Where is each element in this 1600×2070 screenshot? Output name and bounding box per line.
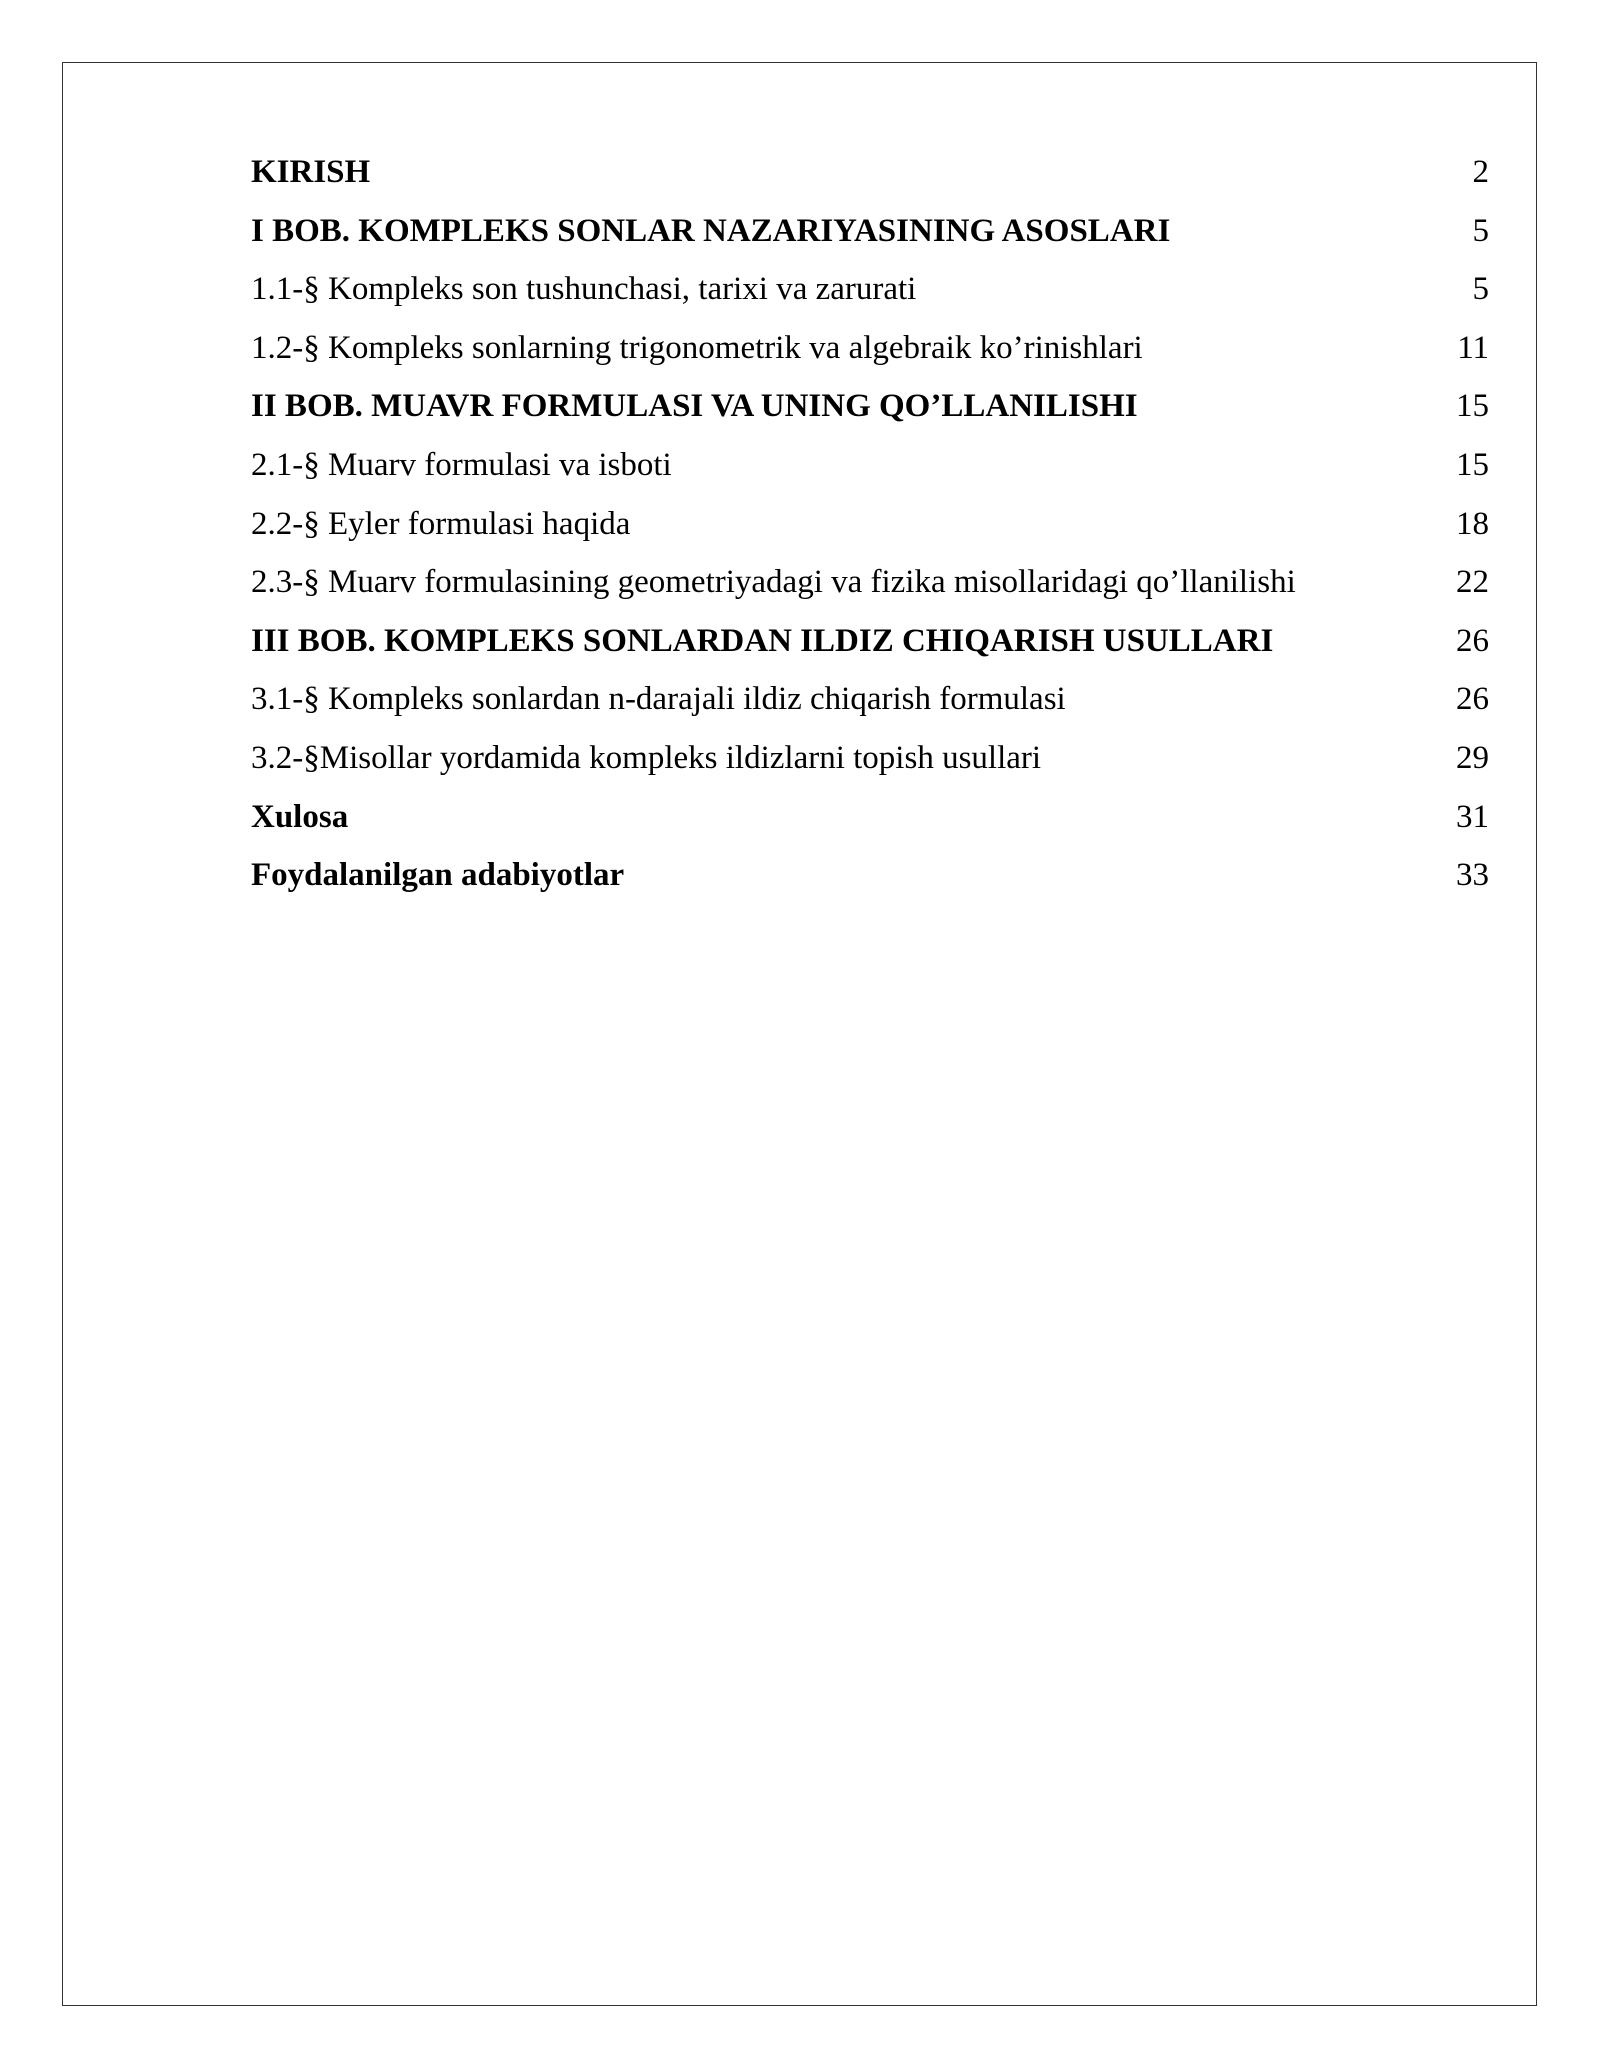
toc-entry-title: 3.2-§Misollar yordamida kompleks ildizlarni topish usullari <box>251 739 1042 776</box>
toc-entry[interactable] <box>251 377 1489 436</box>
toc-entry-page: 33 <box>1456 857 1489 894</box>
toc-entry-title: 3.1-§ Kompleks sonlardan n-darajali ildiz chiqarish formulasi <box>251 681 1066 718</box>
toc-entry-page: 22 <box>1456 564 1489 601</box>
table-of-contents <box>251 143 1489 905</box>
toc-entry[interactable] <box>251 436 1489 495</box>
toc-entry-page: 5 <box>1472 271 1489 308</box>
toc-entry-page: 26 <box>1456 681 1489 718</box>
toc-entry-title: 1.2-§ Kompleks sonlarning trigonometrik va algebraik ko’rinishlari <box>251 329 1143 366</box>
toc-entry-page: 11 <box>1457 329 1489 366</box>
toc-entry[interactable] <box>251 846 1489 905</box>
toc-entry-page: 2 <box>1472 154 1489 190</box>
toc-entry[interactable] <box>251 729 1489 788</box>
toc-entry-title: 1.1-§ Kompleks son tushunchasi, tarixi va zarurati <box>251 271 917 308</box>
toc-entry-title: 2.1-§ Muarv formulasi va isboti <box>251 446 672 483</box>
toc-entry[interactable] <box>251 202 1489 261</box>
toc-entry-page: 15 <box>1456 388 1489 425</box>
toc-entry-title: I BOB. KOMPLEKS SONLAR NAZARIYASINING ASOSLARI <box>251 212 1171 249</box>
toc-entry-page: 29 <box>1456 739 1489 776</box>
toc-entry-page: 15 <box>1456 446 1489 483</box>
toc-entry[interactable] <box>251 260 1489 319</box>
toc-entry-title: 2.2-§ Eyler formulasi haqida <box>251 505 631 542</box>
toc-entry[interactable] <box>251 495 1489 554</box>
toc-entry-title: III BOB. KOMPLEKS SONLARDAN ILDIZ CHIQARISH USULLARI <box>251 622 1274 659</box>
toc-entry[interactable] <box>251 143 1489 202</box>
toc-entry-title: II BOB. MUAVR FORMULASI VA UNING QO’LLANILISHI <box>251 388 1138 425</box>
toc-entry-page: 26 <box>1456 622 1489 659</box>
toc-entry[interactable] <box>251 788 1489 847</box>
toc-entry-title: Xulosa <box>251 798 349 835</box>
toc-entry[interactable] <box>251 612 1489 671</box>
toc-entry-page: 18 <box>1456 505 1489 542</box>
toc-entry[interactable] <box>251 670 1489 729</box>
toc-entry-page: 5 <box>1472 212 1489 249</box>
toc-entry[interactable] <box>251 553 1489 612</box>
toc-entry-page: 31 <box>1456 798 1489 835</box>
toc-entry-title: 2.3-§ Muarv formulasining geometriyadagi va fizika misollaridagi qo’llanilishi <box>251 564 1296 601</box>
toc-entry[interactable] <box>251 319 1489 378</box>
toc-entry-title: KIRISH <box>251 154 371 190</box>
toc-entry-title: Foydalanilgan adabiyotlar <box>251 857 625 894</box>
